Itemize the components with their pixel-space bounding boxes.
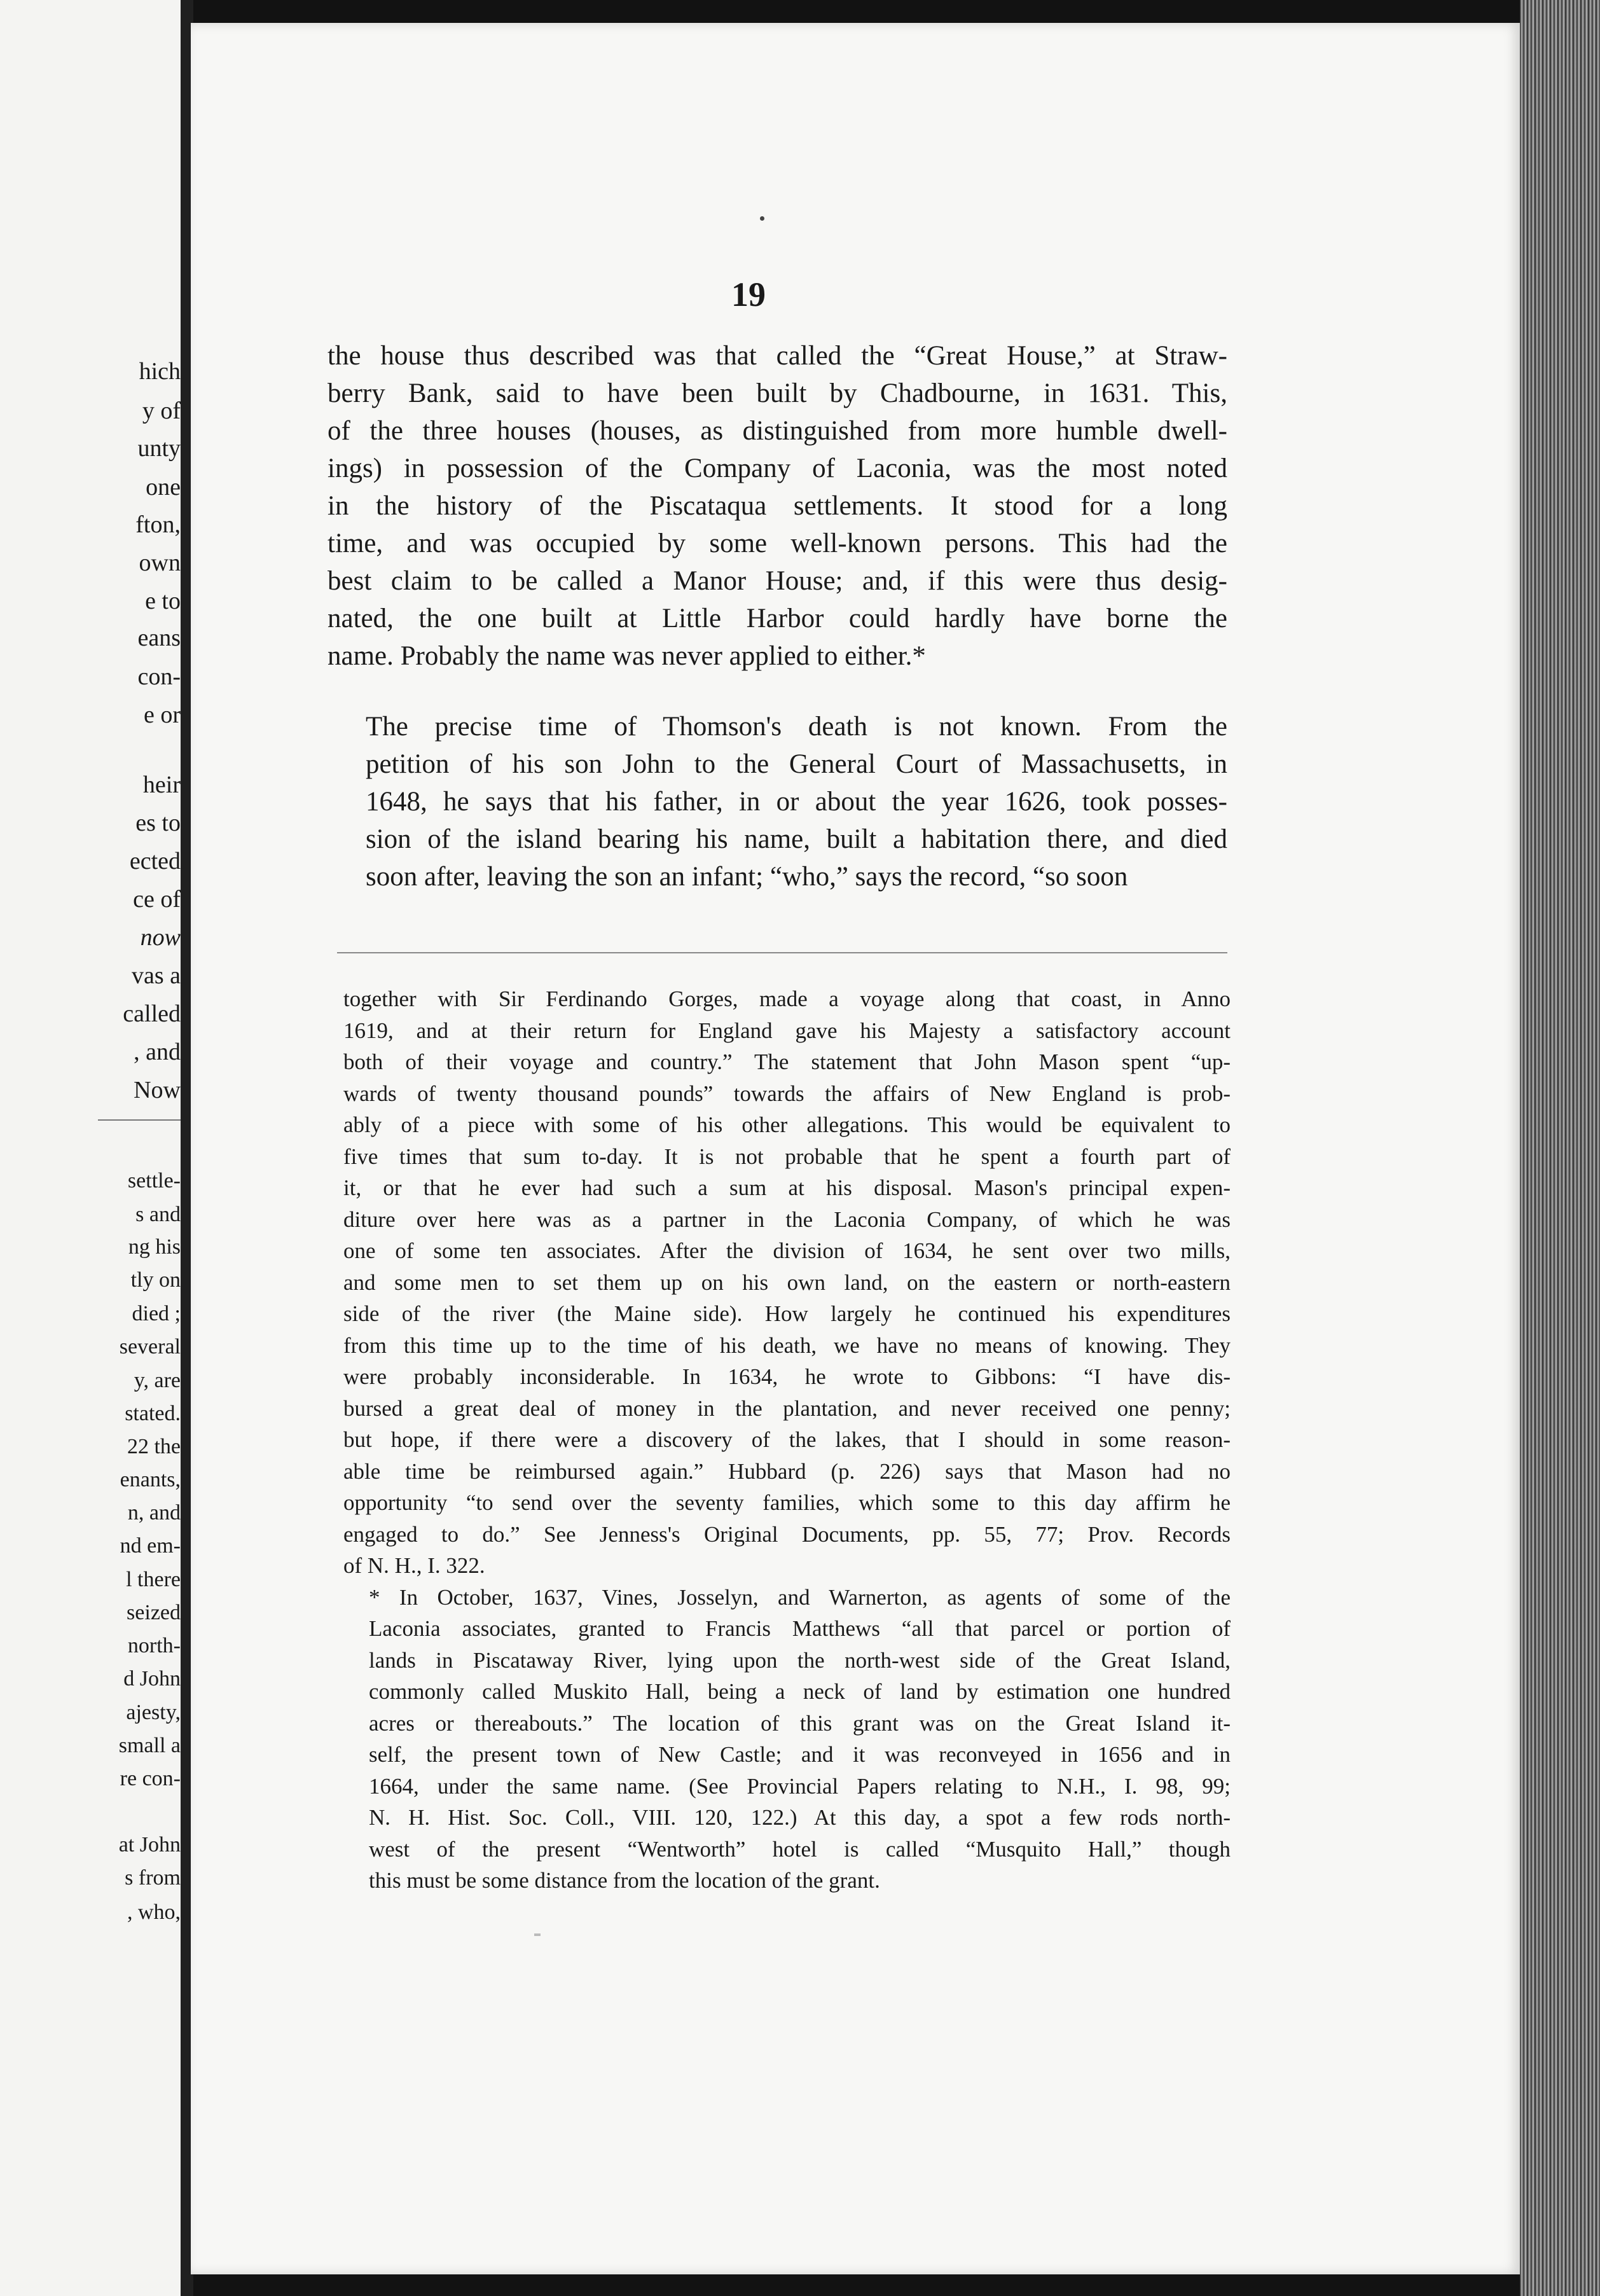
footnote-1-line: both of their voyage and country.” The statement that John Mason spent “up- (343, 1049, 1231, 1074)
footnote-divider (337, 952, 1227, 953)
footnote-1-line: engaged to do.” See Jenness's Original Documents, pp. 55, 77; Prov. Records (343, 1521, 1231, 1547)
footnote-1-line: of N. H., I. 322. (343, 1553, 485, 1578)
left-page-fragment: y of (142, 398, 181, 424)
left-page-fragment: ected (129, 848, 181, 875)
left-page-fragment: seized (127, 1601, 181, 1624)
left-page-fragment: settle- (127, 1169, 181, 1193)
footnote-continued (343, 983, 1231, 1582)
footnote-1-line: together with Sir Ferdinando Gorges, made a voyage along that coast, in Anno (343, 986, 1231, 1011)
left-page-fragment: hich (139, 358, 181, 385)
footnote-2-line: acres or thereabouts.” The location of this grant was on the Great Island it- (369, 1710, 1231, 1736)
left-page-rule (98, 1119, 181, 1121)
page-number: 19 (731, 275, 766, 314)
paragraph-1-line: ings) in possession of the Company of Laconia, was the most noted (328, 453, 1227, 483)
footnote-1-line: but hope, if there were a discovery of the lakes, that I should in some reason- (343, 1427, 1231, 1452)
main-text (328, 337, 1227, 896)
footnote-2-line: 1664, under the same name. (See Provincial Papers relating to N.H., I. 98, 99; (369, 1773, 1231, 1799)
footnote-1-line: 1619, and at their return for England gave his Majesty a satisfactory account (343, 1018, 1231, 1043)
ink-mark (534, 1933, 541, 1936)
footnote-1-line: diture over here was as a partner in the Laconia Company, of which he was (343, 1207, 1231, 1232)
left-page-fragment: now (140, 924, 181, 951)
left-page-fragment: Now (134, 1077, 181, 1103)
left-page-fragment: at John (118, 1833, 181, 1857)
left-page-fragment: con- (137, 663, 181, 690)
left-page-fragment: s from (125, 1866, 181, 1890)
footnote-1-line: ably of a piece with some of his other allegations. This would be equivalent to (343, 1112, 1231, 1137)
page-edge (1520, 0, 1600, 2296)
footnote-1-line: bursed a great deal of money in the plantation, and never received one penny; (343, 1395, 1231, 1421)
left-page-fragment: enants, (120, 1468, 181, 1491)
paragraph-2-line: The precise time of Thomson's death is not known. From the (366, 712, 1227, 742)
left-page-fragment: es to (135, 810, 181, 836)
footnote-1-line: able time be reimbursed again.” Hubbard (p. 226) says that Mason had no (343, 1458, 1231, 1484)
paragraph-1-line: nated, the one built at Little Harbor could hardly have borne the (328, 604, 1227, 633)
paragraph-1-line: berry Bank, said to have been built by Chadbourne, in 1631. This, (328, 378, 1227, 408)
paragraph-1-line: of the three houses (houses, as distinguished from more humble dwell- (328, 416, 1227, 446)
ink-speck (760, 216, 764, 221)
left-page-fragment: several (119, 1335, 181, 1359)
footnote-2-line: west of the present “Wentworth” hotel is called “Musquito Hall,” though (369, 1836, 1231, 1862)
left-page-fragment: ce of (133, 886, 181, 913)
left-page-fragment: own (139, 550, 181, 576)
paragraph-1-line: time, and was occupied by some well-known persons. This had the (328, 529, 1227, 558)
left-page-fragment: , and (134, 1039, 181, 1065)
left-page-sliver (0, 0, 181, 2296)
left-page-fragment: one (146, 474, 181, 501)
paragraph-1-line: the house thus described was that called the “Great House,” at Straw- (328, 341, 1227, 371)
footnote-1-line: five times that sum to-day. It is not probable that he spent a fourth part of (343, 1144, 1231, 1169)
paragraph-2-line: petition of his son John to the General Court of Massachusetts, in (366, 749, 1227, 779)
paragraph-1-line: best claim to be called a Manor House; and, if this were thus desig- (328, 566, 1227, 596)
footnote-1-line: side of the river (the Maine side). How largely he continued his expenditures (343, 1301, 1231, 1326)
paragraph-1 (328, 337, 1227, 675)
left-page-fragment: tly on (130, 1268, 181, 1292)
footnote-1-line: from this time up to the time of his death, we have no means of knowing. They (343, 1332, 1231, 1358)
left-page-fragment: heir (142, 771, 181, 798)
paragraph-1-line: name. Probably the name was never applied to either.* (328, 641, 926, 671)
paragraph-2-line: soon after, leaving the son an infant; “who,” says the record, “so soon (366, 862, 1128, 892)
left-page-fragment: north- (127, 1634, 181, 1657)
left-page-fragment: , who, (127, 1900, 181, 1924)
footnote-1-line: wards of twenty thousand pounds” towards the affairs of New England is prob- (343, 1081, 1231, 1106)
left-page-fragment: re con- (120, 1767, 181, 1790)
left-page-fragment: s and (135, 1203, 181, 1226)
left-page-fragment: died ; (132, 1302, 181, 1325)
left-page-fragment: ajesty, (126, 1701, 181, 1724)
footnote-2-line: Laconia associates, granted to Francis Matthews “all that parcel or portion of (369, 1616, 1231, 1641)
footnote-1-line: it, or that he ever had such a sum at his disposal. Mason's principal expen- (343, 1175, 1231, 1200)
left-page-fragment: called (123, 1000, 181, 1027)
footnote-2-line: commonly called Muskito Hall, being a neck of land by estimation one hundred (369, 1679, 1231, 1704)
footnote-2-line: self, the present town of New Castle; and it was reconveyed in 1656 and in (369, 1742, 1231, 1767)
left-page-fragment: fton, (135, 511, 181, 538)
left-page-fragment: stated. (125, 1402, 181, 1425)
footnote-2-line: this must be some distance from the location of the grant. (369, 1868, 880, 1893)
footnote-2-line: N. H. Hist. Soc. Coll., VIII. 120, 122.) At this day, a spot a few rods north- (369, 1805, 1231, 1830)
left-page-fragment: nd em- (120, 1534, 181, 1558)
footnote-2-line: lands in Piscataway River, lying upon the north-west side of the Great Island, (369, 1647, 1231, 1673)
footnote-2-line: * In October, 1637, Vines, Josselyn, and Warnerton, as agents of some of the (369, 1584, 1231, 1610)
left-page-fragment: l there (126, 1568, 181, 1591)
left-page-fragment: d John (123, 1667, 181, 1691)
paragraph-2-line: sion of the island bearing his name, built a habitation there, and died (366, 824, 1227, 854)
left-page-fragment: y, are (134, 1369, 181, 1392)
paragraph-1-line: in the history of the Piscataqua settlements. It stood for a long (328, 491, 1227, 521)
left-page-fragment: small a (118, 1734, 181, 1757)
footnote-1-line: opportunity “to send over the seventy families, which some to this day affirm he (343, 1490, 1231, 1515)
left-page-fragment: vas a (131, 962, 181, 989)
footnote-1-line: one of some ten associates. After the division of 1634, he sent over two mills, (343, 1238, 1231, 1263)
left-page-fragment: eans (137, 625, 181, 651)
footnote-1-line: and some men to set them up on his own land, on the eastern or north-eastern (343, 1269, 1231, 1295)
left-page-fragment: unty (137, 435, 181, 462)
footnotes (343, 983, 1231, 1897)
left-page-fragment: e or (143, 702, 181, 728)
left-page-fragment: e to (145, 588, 181, 614)
left-page-fragment: 22 the (127, 1435, 181, 1458)
footnote-star (343, 1582, 1231, 1897)
paragraph-2 (328, 708, 1227, 896)
footnote-1-line: were probably inconsiderable. In 1634, he wrote to Gibbons: “I have dis- (343, 1364, 1231, 1389)
left-page-fragment: n, and (127, 1501, 181, 1525)
left-page-fragment: ng his (128, 1235, 181, 1259)
paragraph-2-line: 1648, he says that his father, in or about the year 1626, took posses- (366, 787, 1227, 817)
